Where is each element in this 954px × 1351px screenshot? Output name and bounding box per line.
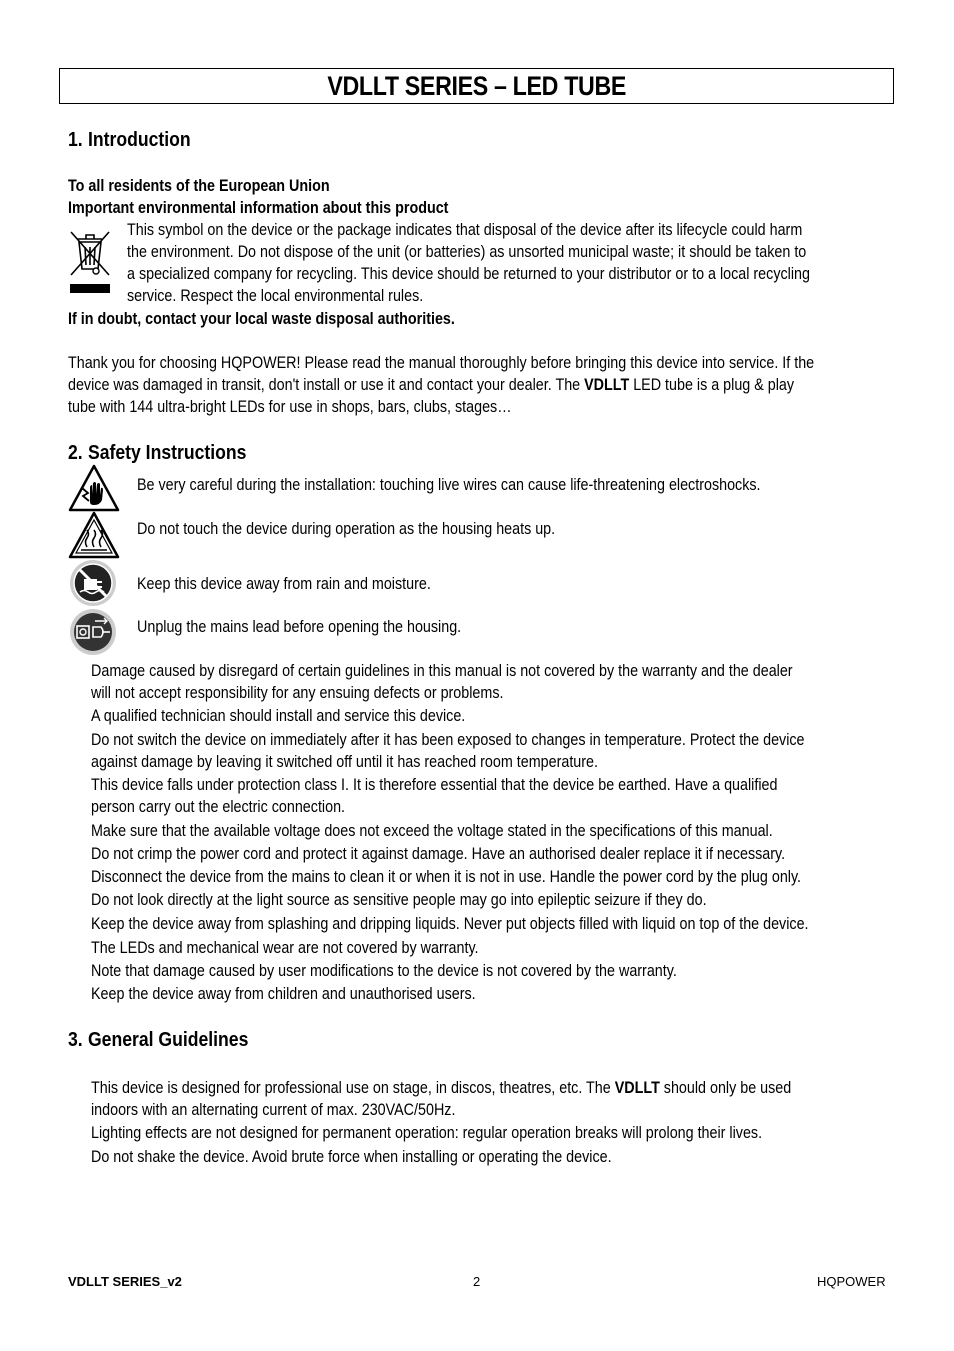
safety-line: Do not switch the device on immediately after it has been exposed to changes in temperature. Protect the device — [91, 731, 805, 749]
safety-line: Make sure that the available voltage does not exceed the voltage stated in the specifications of this manual. — [91, 822, 773, 840]
footer-brand: HQPOWER — [817, 1274, 886, 1289]
weee-text-line: service. Respect the local environmental rules. — [127, 287, 424, 305]
footer-document-id: VDLLT SERIES_v2 — [68, 1274, 182, 1289]
section-title: Safety Instructions — [87, 442, 247, 464]
page-title: VDLLT SERIES – LED TUBE — [327, 70, 626, 101]
no-water-icon — [68, 559, 120, 607]
safety-line: Disconnect the device from the mains to clean it or when it is not in use. Handle the power cord by the plug only. — [91, 868, 802, 886]
section-number: 1. — [68, 129, 83, 151]
safety-line: Note that damage caused by user modifications to the device is not covered by the warranty. — [91, 962, 677, 980]
text-span: This device is designed for professional use on stage, in discos, theatres, etc. The — [91, 1079, 615, 1097]
safety-icon-text: Unplug the mains lead before opening the housing. — [137, 618, 462, 636]
weee-text-line: a specialized company for recycling. This device should be returned to your distributor or to a local recycling — [127, 265, 810, 283]
weee-text-line: the environment. Do not dispose of the unit (or batteries) as unsorted municipal waste; it should be taken to — [127, 243, 807, 261]
crossed-wheelie-bin-icon — [68, 229, 112, 301]
safety-line: Damage caused by disregard of certain guidelines in this manual is not covered by the warranty and the dealer — [91, 662, 793, 680]
unplug-icon — [68, 607, 120, 657]
section-heading-safety — [68, 442, 246, 465]
thanks-line: tube with 144 ultra-bright LEDs for use in shops, bars, clubs, stages… — [68, 398, 512, 416]
safety-line: A qualified technician should install and service this device. — [91, 707, 466, 725]
text-span: should only be used — [659, 1079, 792, 1097]
footer-page-number: 2 — [473, 1274, 481, 1289]
eu-residents-line: To all residents of the European Union — [68, 177, 330, 195]
text-span: LED tube is a plug & play — [629, 376, 795, 394]
section-number: 3. — [68, 1029, 83, 1051]
text-span: device was damaged in transit, don't install or use it and contact your dealer. The — [68, 376, 585, 394]
environment-info-line: Important environmental information about this product — [68, 199, 449, 217]
guideline-line — [91, 1077, 791, 1099]
weee-text-line: This symbol on the device or the package indicates that disposal of the device after its lifecycle could harm — [127, 221, 803, 239]
safety-icon-text: Do not touch the device during operation as the housing heats up. — [137, 520, 556, 538]
safety-line: will not accept responsibility for any ensuing defects or problems. — [91, 684, 504, 702]
thanks-line: Thank you for choosing HQPOWER! Please read the manual thoroughly before bringing this device into service. If the — [68, 354, 815, 372]
electroshock-warning-icon — [68, 464, 120, 512]
safety-icon-text: Keep this device away from rain and moisture. — [137, 575, 431, 593]
thanks-line — [68, 374, 794, 396]
safety-line: against damage by leaving it switched off until it has reached room temperature. — [91, 753, 599, 771]
section-title: Introduction — [87, 129, 191, 151]
safety-icon-text: Be very careful during the installation: touching live wires can cause life-threatening electroshocks. — [137, 476, 761, 494]
product-name: VDLLT — [584, 376, 630, 394]
safety-line: person carry out the electric connection. — [91, 798, 346, 816]
title-box — [59, 68, 894, 104]
section-heading-introduction — [68, 129, 191, 152]
guideline-line: Lighting effects are not designed for permanent operation: regular operation breaks will prolong their lives. — [91, 1124, 763, 1142]
safety-line: Do not look directly at the light source as sensitive people may go into epileptic seizure if they do. — [91, 891, 707, 909]
doubt-line: If in doubt, contact your local waste disposal authorities. — [68, 310, 455, 328]
guideline-line: Do not shake the device. Avoid brute force when installing or operating the device. — [91, 1148, 612, 1166]
safety-line: Do not crimp the power cord and protect it against damage. Have an authorised dealer replace it if necessary. — [91, 845, 786, 863]
section-heading-guidelines — [68, 1029, 248, 1052]
safety-line: The LEDs and mechanical wear are not covered by warranty. — [91, 939, 479, 957]
section-number: 2. — [68, 442, 83, 464]
hot-surface-warning-icon — [68, 511, 120, 559]
safety-line: This device falls under protection class I. It is therefore essential that the device be earthed. Have a qualified — [91, 776, 778, 794]
section-title: General Guidelines — [87, 1029, 249, 1051]
guideline-line: indoors with an alternating current of max. 230VAC/50Hz. — [91, 1101, 456, 1119]
safety-line: Keep the device away from splashing and dripping liquids. Never put objects filled with liquid on top of the device. — [91, 915, 809, 933]
safety-line: Keep the device away from children and unauthorised users. — [91, 985, 476, 1003]
product-name: VDLLT — [614, 1079, 660, 1097]
